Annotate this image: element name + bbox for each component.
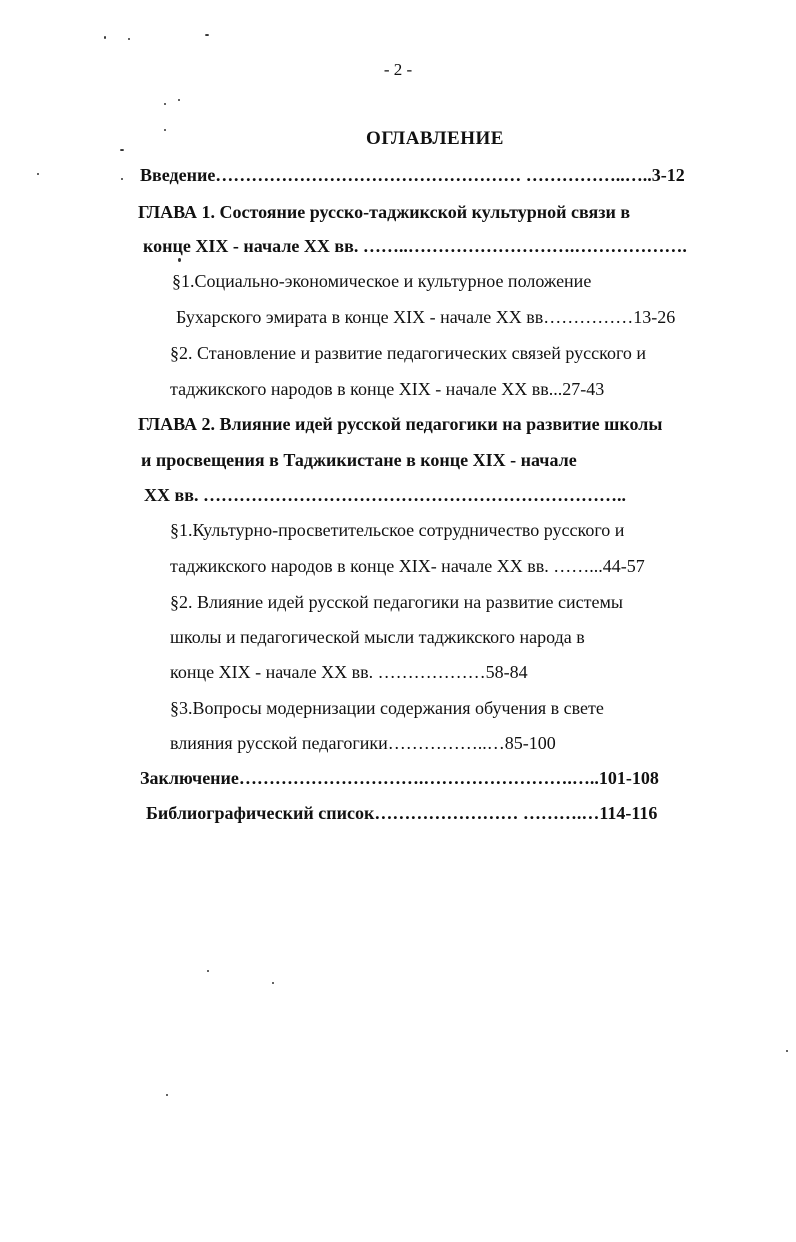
scan-speck — [104, 36, 106, 39]
scan-speck — [178, 99, 180, 101]
toc-chapter2-line2: и просвещения в Таджикистане в конце XIX - начале — [141, 450, 577, 470]
toc-chapter1-section2-line1: §2. Становление и развитие педагогических связей русского и — [170, 343, 647, 363]
scan-speck — [121, 178, 123, 180]
page-number: - 2 - — [383, 60, 413, 79]
toc-chapter2-section2-line2: школы и педагогической мысли таджикского народа в — [170, 627, 585, 647]
scan-speck — [164, 129, 166, 131]
toc-chapter1-line2: конце XIX - начале XX вв. ……..……………………….………………. — [143, 236, 687, 256]
toc-chapter2-section3-line1: §3.Вопросы модернизации содержания обучения в свете — [170, 698, 604, 718]
toc-chapter2-section3-line2: влияния русской педагогики……………..…85-100 — [170, 733, 556, 753]
toc-bibliography: Библиографический список…………………… ……….…114-116 — [146, 803, 658, 823]
scan-speck — [786, 1050, 788, 1052]
scan-speck — [207, 970, 209, 972]
toc-chapter1-section1-line2: Бухарского эмирата в конце XIX - начале XX вв……………13-26 — [176, 307, 676, 327]
scan-speck — [166, 1094, 168, 1096]
toc-chapter2-line1: ГЛАВА 2. Влияние идей русской педагогики на развитие школы — [138, 414, 663, 434]
scan-speck — [205, 34, 209, 36]
toc-chapter2-line3: XX вв. …………………………………………………………….. — [144, 485, 626, 505]
toc-chapter1-section1-line1: §1.Социально-экономическое и культурное положение — [172, 271, 592, 291]
page-title: ОГЛАВЛЕНИЕ — [366, 128, 504, 149]
toc-conclusion: Заключение………………………….…………………….…..101-108 — [140, 768, 659, 788]
toc-chapter1-section2-line2: таджикского народов в конце XIX - начале XX вв...27-43 — [170, 379, 605, 399]
toc-chapter2-section2-line1: §2. Влияние идей русской педагогики на развитие системы — [170, 592, 623, 612]
scan-speck — [178, 258, 181, 262]
scan-speck — [37, 173, 39, 175]
scan-speck — [164, 103, 166, 105]
toc-chapter1-line1: ГЛАВА 1. Состояние русско-таджикской культурной связи в — [138, 202, 631, 222]
scan-speck — [128, 38, 130, 40]
toc-chapter2-section2-line3: конце XIX - начале XX вв. ………………58-84 — [170, 662, 528, 682]
scan-speck — [272, 982, 274, 984]
toc-introduction: Введение…………………………………………… ……………..…..3-12 — [140, 165, 685, 185]
toc-chapter2-section1-line2: таджикского народов в конце XIX- начале XX вв. ……...44-57 — [170, 556, 645, 576]
scan-speck — [120, 149, 124, 151]
toc-chapter2-section1-line1: §1.Культурно-просветительское сотрудничество русского и — [170, 520, 625, 540]
